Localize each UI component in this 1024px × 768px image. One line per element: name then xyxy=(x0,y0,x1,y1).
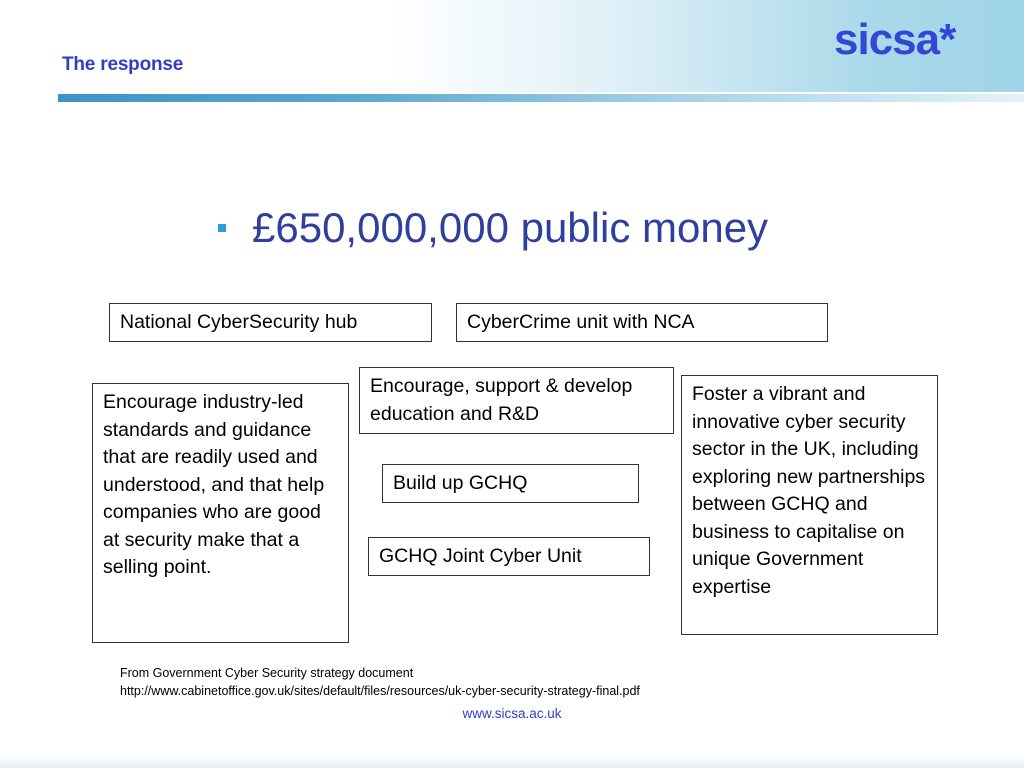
slide-title: The response xyxy=(62,54,184,75)
source-citation xyxy=(120,664,640,700)
source-line-1: From Government Cyber Security strategy document xyxy=(120,666,414,680)
box-cybercrime-unit: CyberCrime unit with NCA xyxy=(456,303,828,342)
source-url: http://www.cabinetoffice.gov.uk/sites/default/files/resources/uk-cyber-security-strategy-final.pdf xyxy=(120,684,640,698)
box-industry-standards: Encourage industry-led standards and guidance that are readily used and understood, and that help companies who are good at security make that a selling point. xyxy=(92,383,349,643)
square-bullet-icon xyxy=(218,224,226,232)
box-cyber-security-sector: Foster a vibrant and innovative cyber security sector in the UK, including exploring new partnerships between GCHQ and business to capitalise on unique Government expertise xyxy=(681,375,938,635)
header-divider xyxy=(58,94,1024,102)
box-gchq-joint-cyber-unit: GCHQ Joint Cyber Unit xyxy=(368,537,650,576)
sicsa-logo: sicsa* xyxy=(834,15,956,64)
bullet-text: £650,000,000 public money xyxy=(252,204,769,251)
box-education-rd: Encourage, support & develop education and R&D xyxy=(359,367,674,434)
bullet-item xyxy=(218,200,768,256)
footer-band xyxy=(0,756,1024,768)
box-build-up-gchq: Build up GCHQ xyxy=(382,464,639,503)
footer-url: www.sicsa.ac.uk xyxy=(462,706,562,721)
box-national-cybersecurity-hub: National CyberSecurity hub xyxy=(109,303,432,342)
